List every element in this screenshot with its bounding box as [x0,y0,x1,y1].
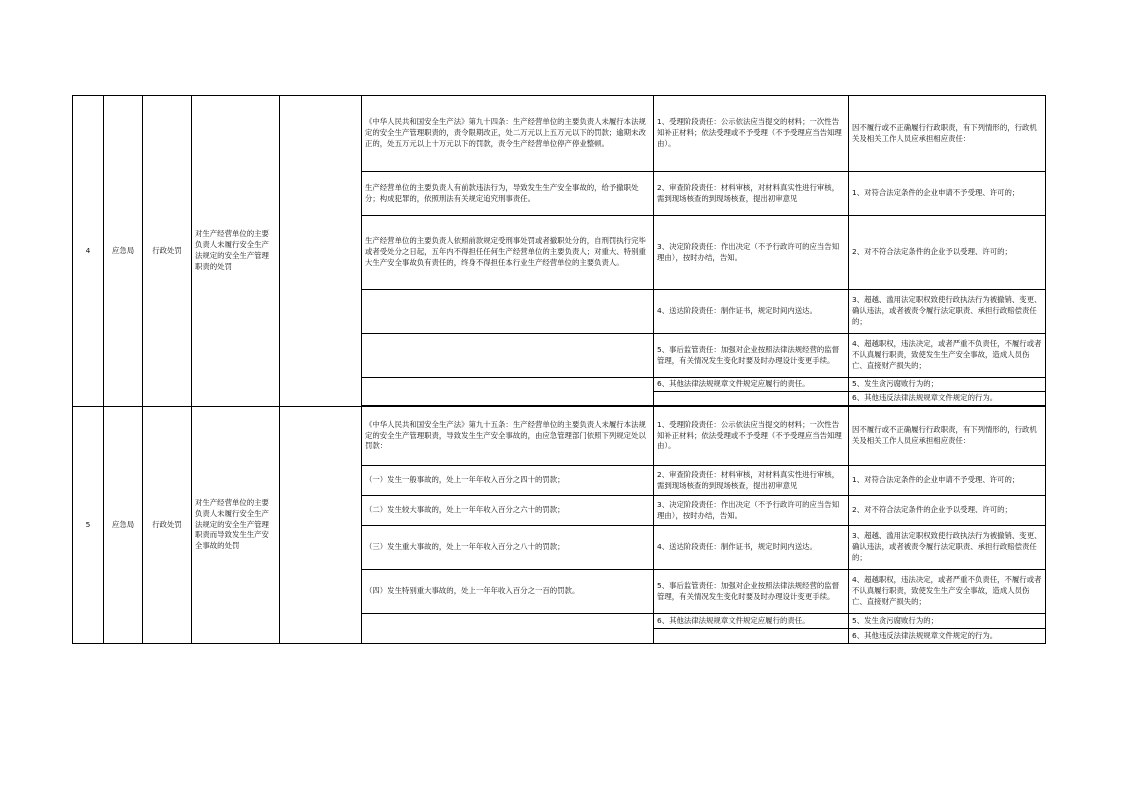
row-5-basis-5: （四）发生特别重大事故的，处上一年年收入百分之一百的罚款。 [362,570,654,614]
row-5-duty-4: 4、送达阶段责任：制作证书，规定时间内送达。 [654,526,849,570]
row-4-duty-3: 3、决定阶段责任：作出决定（不予行政许可的应当告知理由），按时办结，告知。 [654,216,849,290]
row-4-acc-3: 3、超越、滥用法定职权致使行政执法行为被撤销、变更、确认违法，或者被责令履行法定职责、承担行政赔偿责任的； [849,290,1046,334]
row-5-item: 对生产经营单位的主要负责人未履行安全生产法规定的安全生产管理职责而导致发生生产安全事故的处罚 [192,407,280,644]
row-5-number: 5 [73,407,104,644]
row-4-acc-5: 5、发生贪污腐败行为的； [849,378,1046,392]
row-5-duty-5: 5、事后监管责任：加强对企业按照法律法规经营的监督管理，有关情况发生变化时要及时办理设计变更手续。 [654,570,849,614]
row-4-basis-1: 《中华人民共和国安全生产法》第九十四条：生产经营单位的主要负责人未履行本法规定的安全生产管理职责的，责令限期改正，处二万元以上五万元以下的罚款；逾期未改正的，处五万元以上十万元以下的罚款，责令生产经营单位停产停业整顿。 [362,96,654,172]
row-4-acc-2: 2、对不符合法定条件的企业予以受理、许可的； [849,216,1046,290]
row-5-duty-6: 6、其他法律法规规章文件规定应履行的责任。 [654,614,849,629]
row-4-number: 4 [73,96,104,407]
row-5-duty-2: 2、审查阶段责任：材料审核，对材料真实性进行审核，需到现场核查的到现场核查，提出初审意见 [654,466,849,496]
row-5-col5 [280,407,362,644]
row-4-item: 对生产经营单位的主要负责人未履行安全生产法规定的安全生产管理职责的处罚 [192,96,280,407]
row-4-acc-6: 6、其他违反法律法规规章文件规定的行为。 [849,392,1046,406]
responsibility-table [72,95,1046,644]
row-4-acc-4: 4、超越职权，违法决定，或者严重不负责任，不履行或者不认真履行职责，致使发生生产安全事故，造成人员伤亡、直接财产损失的； [849,334,1046,378]
row-5-basis-4: （三）发生重大事故的，处上一年年收入百分之八十的罚款； [362,526,654,570]
row-5-acc-5: 5、发生贪污腐败行为的； [849,614,1046,629]
row-4-type: 行政处罚 [143,96,192,407]
row-4-duty-5: 5、事后监管责任：加强对企业按照法律法规经营的监督管理，有关情况发生变化时要及时办理设计变更手续。 [654,334,849,378]
row-5-acc-1: 1、对符合法定条件的企业申请不予受理、许可的； [849,466,1046,496]
row-4-acc-1: 1、对符合法定条件的企业申请不予受理、许可的； [849,172,1046,216]
row-5-acc-4: 4、超越职权，违法决定，或者严重不负责任，不履行或者不认真履行职责，致使发生生产安全事故，造成人员伤亡、直接财产损失的； [849,570,1046,614]
row-5-department: 应急局 [104,407,143,644]
row-4-basis-empty-2 [362,334,654,378]
row-5-duty-empty [654,629,849,644]
row-4-duty-2: 2、审查阶段责任：材料审核，对材料真实性进行审核，需到现场核查的到现场核查，提出初审意见 [654,172,849,216]
row-4-department: 应急局 [104,96,143,407]
row-4-basis-3: 生产经营单位的主要负责人依照前款规定受刑事处罚或者撤职处分的，自刑罚执行完毕或者受处分之日起，五年内不得担任任何生产经营单位的主要负责人；对重大、特别重大生产安全事故负有责任的，终身不得担任本行业生产经营单位的主要负责人。 [362,216,654,290]
row-4-basis-empty-3 [362,378,654,406]
row-5-basis-1: 《中华人民共和国安全生产法》第九十五条：生产经营单位的主要负责人未履行本法规定的安全生产管理职责，导致发生生产安全事故的，由应急管理部门依照下列规定处以罚款： [362,407,654,466]
row-5-acc-6: 6、其他违反法律法规规章文件规定的行为。 [849,629,1046,644]
row-4-duty-6: 6、其他法律法规规章文件规定应履行的责任。 [654,378,849,392]
row-4-duty-empty [654,392,849,406]
row-5-basis-empty [362,614,654,644]
row-4-col5 [280,96,362,407]
row-5-acc-2: 2、对不符合法定条件的企业予以受理、许可的； [849,496,1046,526]
row-5-type: 行政处罚 [143,407,192,644]
row-5-duty-1: 1、受理阶段责任：公示依法应当提交的材料；一次性告知补正材料；依法受理或不予受理（不予受理应当告知理由）。 [654,407,849,466]
row-4-acc-0: 因不履行或不正确履行行政职责，有下列情形的，行政机关及相关工作人员应承担相应责任： [849,96,1046,172]
row-4-basis-2: 生产经营单位的主要负责人有前款违法行为，导致发生生产安全事故的，给予撤职处分；构成犯罪的，依照刑法有关规定追究刑事责任。 [362,172,654,216]
row-5-basis-3: （二）发生较大事故的，处上一年年收入百分之六十的罚款； [362,496,654,526]
row-5-acc-0: 因不履行或不正确履行行政职责，有下列情形的，行政机关及相关工作人员应承担相应责任： [849,407,1046,466]
row-5-acc-3: 3、超越、滥用法定职权致使行政执法行为被撤销、变更、确认违法，或者被责令履行法定职责、承担行政赔偿责任的； [849,526,1046,570]
row-4-basis-empty-1 [362,290,654,334]
row-5-basis-2: （一）发生一般事故的，处上一年年收入百分之四十的罚款； [362,466,654,496]
row-4-duty-4: 4、送达阶段责任：制作证书，规定时间内送达。 [654,290,849,334]
row-4-duty-1: 1、受理阶段责任：公示依法应当提交的材料；一次性告知补正材料；依法受理或不予受理（不予受理应当告知理由）。 [654,96,849,172]
row-5-duty-3: 3、决定阶段责任：作出决定（不予行政许可的应当告知理由），按时办结，告知。 [654,496,849,526]
